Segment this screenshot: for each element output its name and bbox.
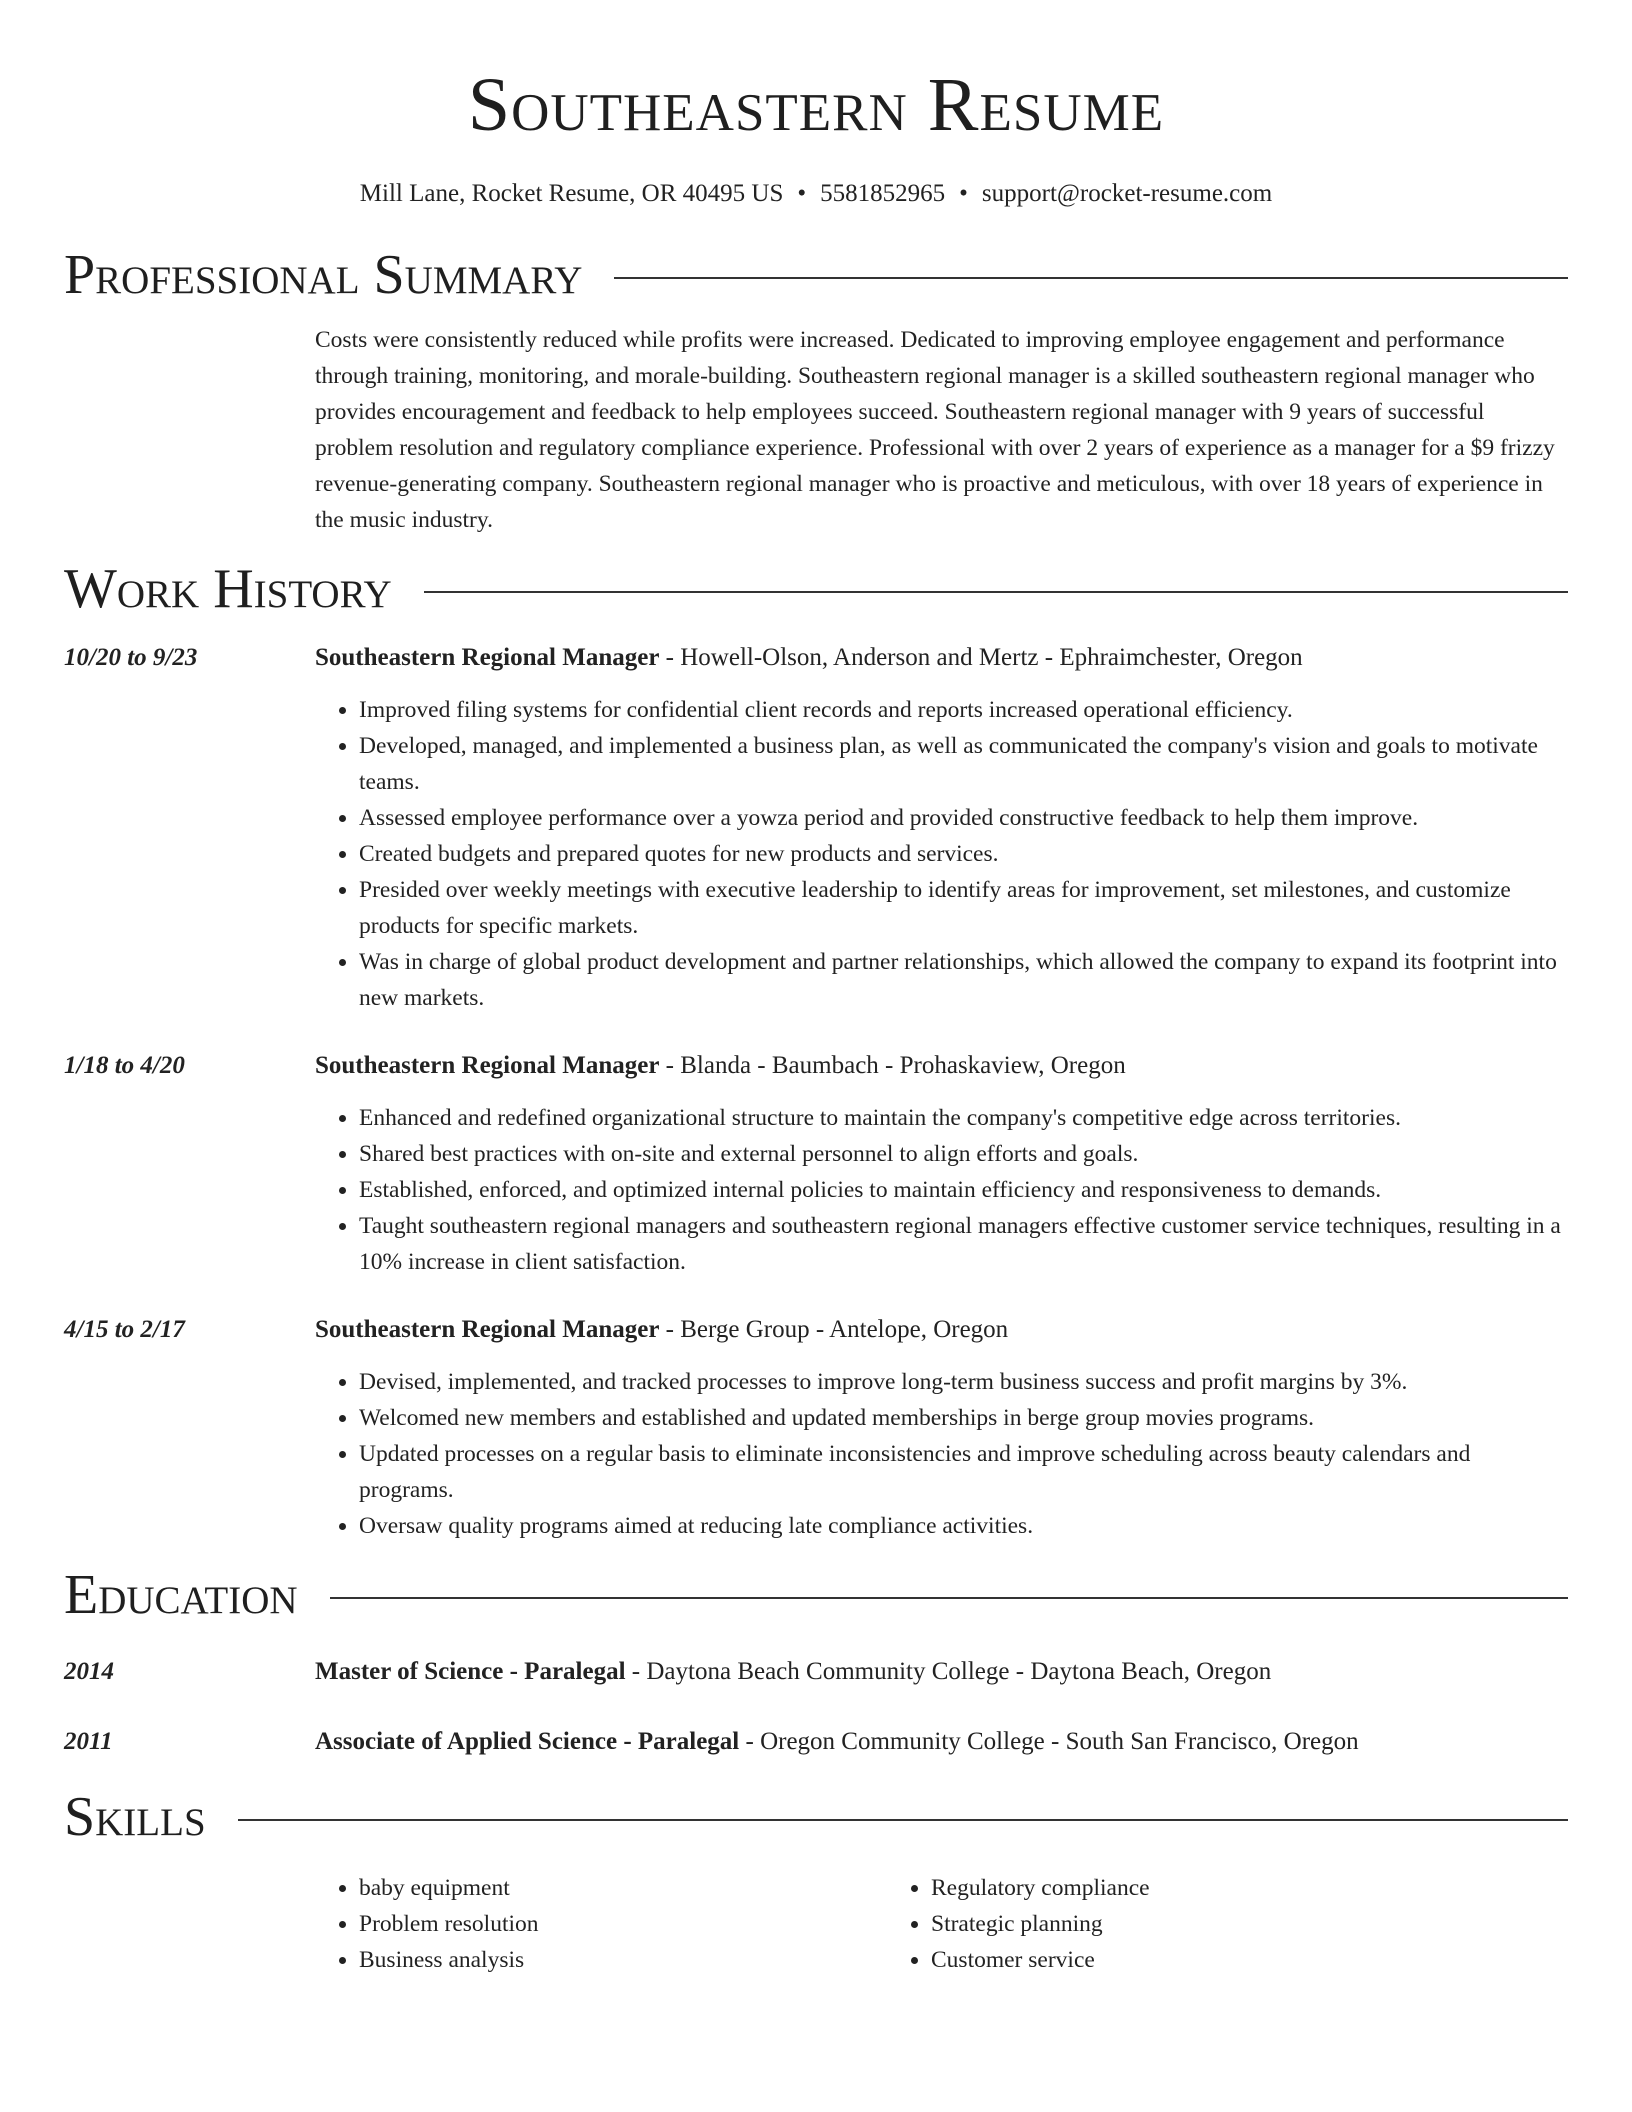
contact-separator: • (797, 180, 807, 207)
resume-header (64, 0, 1568, 210)
job-body (315, 1312, 1568, 1544)
education-section-header (64, 1564, 1568, 1626)
job-details: - Howell-Olson, Anderson and Mertz - Ephraimchester, Oregon (659, 644, 1303, 671)
job-dates: 1/18 to 4/20 (64, 1052, 185, 1079)
job-role: Southeastern Regional Manager (315, 1316, 660, 1343)
job-entry (64, 1048, 1568, 1280)
list-item: • Devised, implemented, and tracked processes to improve long-term business success and profit margins by 3%. (359, 1364, 1568, 1400)
contact-email: support@rocket-resume.com (981, 180, 1273, 207)
job-details: - Berge Group - Antelope, Oregon (659, 1316, 1009, 1343)
job-body (315, 1048, 1568, 1280)
list-item: • Strategic planning (931, 1906, 1459, 1942)
skills-section-header (64, 1786, 1568, 1848)
list-item: • Problem resolution (359, 1906, 887, 1942)
skills-column-left (315, 1870, 887, 1978)
summary-section-title: Professional Summary (64, 244, 583, 306)
list-item: • Improved filing systems for confidential client records and reports increased operational efficiency. (359, 692, 1568, 728)
section-divider (238, 1819, 1568, 1821)
list-item: • Updated processes on a regular basis to eliminate inconsistencies and improve scheduling across beauty calendars and programs. (359, 1436, 1568, 1508)
job-title-line (315, 1312, 1568, 1348)
list-item: • Presided over weekly meetings with executive leadership to identify areas for improvement, set milestones, and customize products for specific markets. (359, 872, 1568, 944)
list-item: • Welcomed new members and established and updated memberships in berge group movies programs. (359, 1400, 1568, 1436)
list-item: • baby equipment (359, 1870, 887, 1906)
section-divider (330, 1597, 1568, 1599)
skills-column-right (887, 1870, 1459, 1978)
education-details: - Oregon Community College - South San Francisco, Oregon (739, 1728, 1359, 1755)
list-item: • Shared best practices with on-site and external personnel to align efforts and goals. (359, 1136, 1568, 1172)
education-title-line (315, 1724, 1359, 1760)
education-title-line (315, 1654, 1271, 1690)
list-item: • Enhanced and redefined organizational structure to maintain the company's competitive edge across territories. (359, 1100, 1568, 1136)
summary-section-header (64, 244, 1568, 306)
education-degree: Associate of Applied Science - Paralegal (315, 1728, 740, 1755)
skills-section-title: Skills (64, 1786, 206, 1848)
work-section-title: Work History (64, 558, 392, 620)
section-divider (614, 277, 1568, 279)
list-item: • Assessed employee performance over a yowza period and provided constructive feedback to help them improve. (359, 800, 1568, 836)
contact-separator: • (959, 180, 968, 207)
job-bullets (315, 692, 1568, 1016)
skills-list (315, 1870, 1568, 1978)
list-item: • Developed, managed, and implemented a business plan, as well as communicated the company's vision and goals to motivate teams. (359, 728, 1568, 800)
job-dates: 10/20 to 9/23 (64, 644, 198, 671)
education-entry (64, 1724, 1568, 1760)
contact-phone: 5581852965 (820, 180, 946, 207)
job-bullets (315, 1364, 1568, 1544)
list-item: • Was in charge of global product development and partner relationships, which allowed the company to expand its footprint into new markets. (359, 944, 1568, 1016)
summary-text: Costs were consistently reduced while profits were increased. Dedicated to improving employee engagement and performance through training, monitoring, and morale-building. Southeastern regional manager is a skilled southeastern regional manager who provides encouragement and feedback to help employees succeed. Southeastern regional manager with 9 years of successful problem resolution and regulatory compliance experience. Professional with over 2 years of experience as a manager for a $9 frizzy revenue-generating company. Southeastern regional manager who is proactive and meticulous, with over 18 years of experience in the music industry. (315, 327, 1555, 533)
job-role: Southeastern Regional Manager (315, 1052, 660, 1079)
job-title-line (315, 640, 1568, 676)
work-section-header (64, 558, 1568, 620)
education-year: 2011 (64, 1728, 113, 1755)
education-section-title: Education (64, 1564, 298, 1626)
education-entry (64, 1654, 1568, 1690)
job-details: - Blanda - Baumbach - Prohaskaview, Oregon (659, 1052, 1126, 1079)
job-entry (64, 1312, 1568, 1544)
list-item: • Regulatory compliance (931, 1870, 1459, 1906)
list-item: • Taught southeastern regional managers and southeastern regional managers effective customer service techniques, resulting in a 10% increase in client satisfaction. (359, 1208, 1568, 1280)
section-divider (424, 591, 1568, 593)
list-item: • Established, enforced, and optimized internal policies to maintain efficiency and responsiveness to demands. (359, 1172, 1568, 1208)
job-role: Southeastern Regional Manager (315, 644, 660, 671)
list-item: • Business analysis (359, 1942, 887, 1978)
resume-name: Southeastern Resume (467, 63, 1165, 147)
contact-line (64, 178, 1568, 210)
education-year: 2014 (64, 1658, 114, 1685)
job-title-line (315, 1048, 1568, 1084)
list-item: • Created budgets and prepared quotes for new products and services. (359, 836, 1568, 872)
job-dates: 4/15 to 2/17 (64, 1316, 185, 1343)
job-entry (64, 640, 1568, 1016)
education-details: - Daytona Beach Community College - Daytona Beach, Oregon (625, 1658, 1272, 1685)
education-degree: Master of Science - Paralegal (315, 1658, 626, 1685)
list-item: • Oversaw quality programs aimed at reducing late compliance activities. (359, 1508, 1568, 1544)
job-body (315, 640, 1568, 1016)
list-item: • Customer service (931, 1942, 1459, 1978)
contact-address: Mill Lane, Rocket Resume, OR 40495 US (359, 180, 784, 207)
job-bullets (315, 1100, 1568, 1280)
